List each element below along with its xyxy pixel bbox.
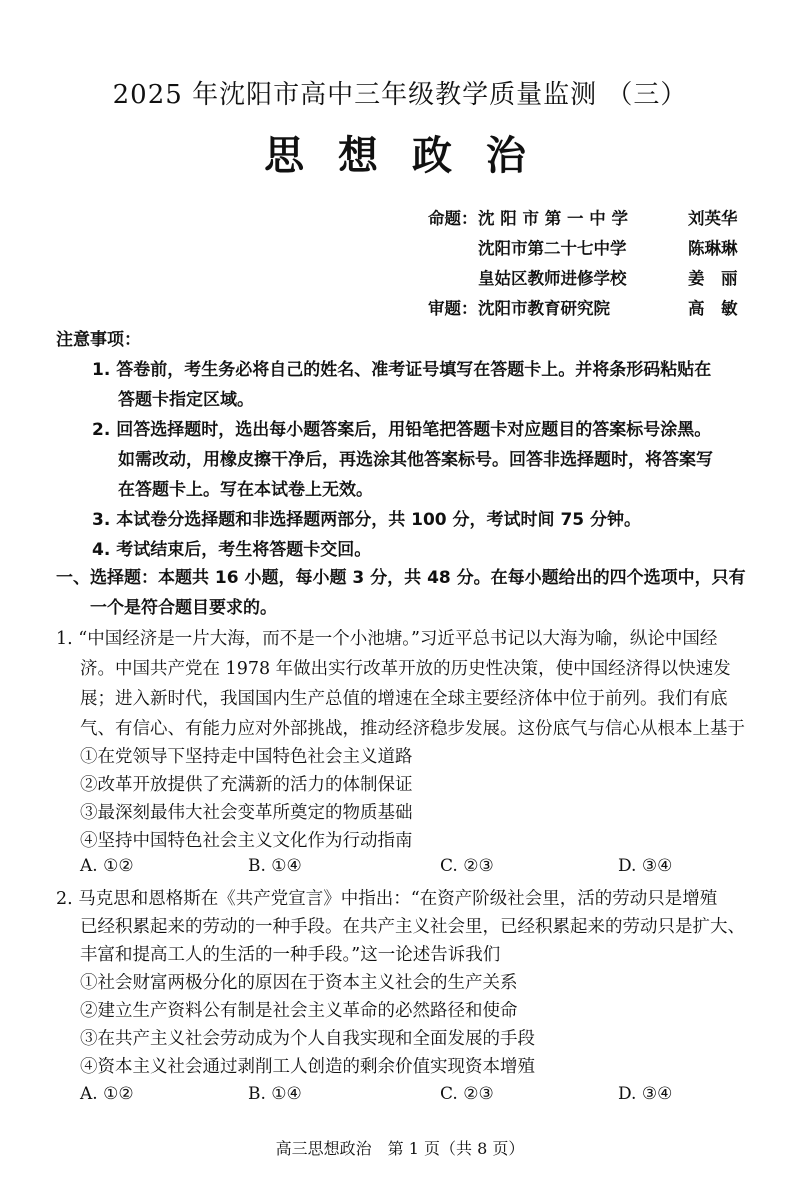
option-a: A. ①② bbox=[80, 1084, 134, 1104]
question-text: 丰富和提高工人的生活的一种手段。”这一论述告诉我们 bbox=[80, 945, 501, 965]
option-c: C. ②③ bbox=[440, 1084, 494, 1104]
credit-school: 沈 阳 市 第 一 中 学 bbox=[478, 209, 628, 228]
exam-title: 2025 年沈阳市高中三年级教学质量监测 （三） bbox=[112, 80, 688, 110]
credit-school: 沈阳市第二十七中学 bbox=[478, 239, 627, 258]
statement: ②建立生产资料公有制是社会主义革命的必然路径和使命 bbox=[80, 1001, 518, 1021]
notice-item: 1. 答卷前，考生务必将自己的姓名、准考证号填写在答题卡上。并将条形码粘贴在 bbox=[92, 360, 712, 380]
notice-item: 如需改动，用橡皮擦干净后，再选涂其他答案标号。回答非选择题时，将答案写 bbox=[118, 450, 713, 470]
notice-heading: 注意事项： bbox=[56, 330, 141, 350]
statement: ③在共产主义社会劳动成为个人自我实现和全面发展的手段 bbox=[80, 1029, 535, 1049]
notice-item: 在答题卡上。写在本试卷上无效。 bbox=[118, 480, 373, 500]
option-a: A. ①② bbox=[80, 856, 134, 876]
statement: ③最深刻最伟大社会变革所奠定的物质基础 bbox=[80, 803, 413, 823]
statement: ④资本主义社会通过剥削工人创造的剩余价值实现资本增殖 bbox=[80, 1057, 535, 1077]
statement: ①在党领导下坚持走中国特色社会主义道路 bbox=[80, 747, 413, 767]
credit-school: 皇姑区教师进修学校 bbox=[478, 269, 627, 288]
credit-name: 刘英华 bbox=[688, 209, 738, 228]
credit-role: 命题： bbox=[428, 209, 478, 228]
option-d: D. ③④ bbox=[618, 856, 673, 876]
notice-item: 2. 回答选择题时，选出每小题答案后，用铅笔把答题卡对应题目的答案标号涂黑。 bbox=[92, 420, 712, 440]
option-d: D. ③④ bbox=[618, 1084, 673, 1104]
credit-school: 沈阳市教育研究院 bbox=[478, 299, 610, 318]
page-footer: 高三思想政治 第 1 页（共 8 页） bbox=[275, 1139, 525, 1158]
notice-item: 答题卡指定区域。 bbox=[118, 390, 254, 410]
credit-name: 高 敏 bbox=[688, 299, 738, 318]
question-text: 2. 马克思和恩格斯在《共产党宣言》中指出：“在资产阶级社会里，活的劳动只是增殖 bbox=[56, 889, 718, 909]
section-heading-cont: 一个是符合题目要求的。 bbox=[90, 598, 277, 618]
option-b: B. ①④ bbox=[248, 1084, 302, 1104]
question-text: 已经积累起来的劳动的一种手段。在共产主义社会里，已经积累起来的劳动只是扩大、 bbox=[80, 917, 745, 937]
question-text: 济。中国共产党在 1978 年做出实行改革开放的历史性决策，使中国经济得以快速发 bbox=[80, 659, 731, 679]
option-c: C. ②③ bbox=[440, 856, 494, 876]
statement: ②改革开放提供了充满新的活力的体制保证 bbox=[80, 775, 413, 795]
subject-title: 思 想 政 治 bbox=[264, 132, 536, 179]
question-text: 展；进入新时代，我国国内生产总值的增速在全球主要经济体中位于前列。我们有底 bbox=[80, 689, 728, 709]
credit-name: 陈琳琳 bbox=[688, 239, 738, 258]
statement: ④坚持中国特色社会主义文化作为行动指南 bbox=[80, 831, 413, 851]
question-text: 气、有信心、有能力应对外部挑战，推动经济稳步发展。这份底气与信心从根本上基于 bbox=[80, 719, 745, 739]
statement: ①社会财富两极分化的原因在于资本主义社会的生产关系 bbox=[80, 973, 518, 993]
notice-item: 3. 本试卷分选择题和非选择题两部分，共 100 分，考试时间 75 分钟。 bbox=[92, 510, 642, 530]
credit-role: 审题： bbox=[428, 299, 478, 318]
option-b: B. ①④ bbox=[248, 856, 302, 876]
question-text: 1. “中国经济是一片大海，而不是一个小池塘。”习近平总书记以大海为喻，纵论中国经 bbox=[56, 629, 718, 649]
notice-item: 4. 考试结束后，考生将答题卡交回。 bbox=[92, 540, 372, 560]
credit-name: 姜 丽 bbox=[688, 269, 738, 288]
section-heading: 一、选择题：本题共 16 小题，每小题 3 分，共 48 分。在每小题给出的四个选项中，只有 bbox=[56, 568, 746, 588]
